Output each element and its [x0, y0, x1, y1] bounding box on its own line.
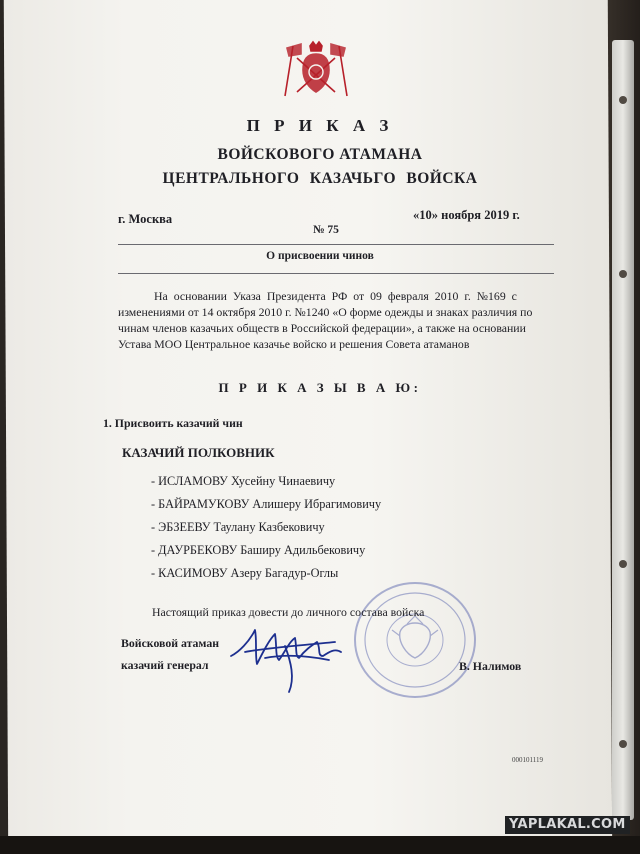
round-seal-stamp: [352, 580, 478, 700]
cossack-emblem-icon: [283, 38, 349, 98]
sleeve-hole: [619, 270, 627, 278]
document-subject: О присвоении чинов: [266, 250, 374, 262]
person-item: - БАЙРАМУКОВУ Алишеру Ибрагимовичу: [151, 497, 382, 511]
serial-number: 000101119: [512, 756, 543, 764]
sleeve-hole: [619, 560, 627, 568]
site-watermark: YAPLAKAL.COM: [505, 816, 630, 834]
preamble-line: Устава МОО Центральное казачье войско и решения Совета атаманов: [118, 337, 470, 351]
person-item: - КАСИМОВУ Азеру Багадур-Оглы: [151, 566, 339, 580]
person-item: - ИСЛАМОВУ Хусейну Чинаевичу: [151, 474, 336, 488]
handwritten-signature: [225, 612, 365, 697]
signatory-title: Войсковой атаман: [121, 636, 220, 650]
document-title: П Р И К А З: [246, 116, 394, 135]
document-number: № 75: [313, 224, 339, 236]
signatory-title: казачий генерал: [121, 658, 209, 672]
rank-title: КАЗАЧИЙ ПОЛКОВНИК: [122, 445, 275, 460]
closing-line: Настоящий приказ довести до личного состава войска: [152, 605, 425, 619]
order-heading: П Р И К А З Ы В А Ю:: [218, 380, 422, 395]
document-subtitle: ЦЕНТРАЛЬНОГО КАЗАЧЬГО ВОЙСКА: [162, 170, 478, 187]
preamble-line: чинам членов казачьих обществ в Российской федерации», а также на основании: [118, 321, 526, 335]
divider: [118, 273, 554, 274]
order-item: 1. Присвоить казачий чин: [103, 416, 243, 430]
document-city: г. Москва: [118, 212, 173, 226]
sleeve-hole: [619, 740, 627, 748]
person-item: - ДАУРБЕКОВУ Баширу Адильбековичу: [151, 543, 366, 557]
signatory-name: В. Налимов: [459, 659, 522, 673]
preamble-line: изменениями от 14 октября 2010 г. №1240 «О форме одежды и знаках различия по: [118, 305, 533, 319]
document-subtitle: ВОЙСКОВОГО АТАМАНА: [217, 146, 423, 163]
preamble-line: На основании Указа Президента РФ от 09 февраля 2010 г. №169 с: [154, 289, 517, 303]
person-item: - ЭБЗЕЕВУ Таулану Казбековичу: [151, 520, 325, 534]
document-date: «10» ноября 2019 г.: [413, 208, 520, 222]
background-bottom: [0, 836, 640, 854]
sleeve-hole: [619, 96, 627, 104]
divider: [118, 244, 554, 245]
